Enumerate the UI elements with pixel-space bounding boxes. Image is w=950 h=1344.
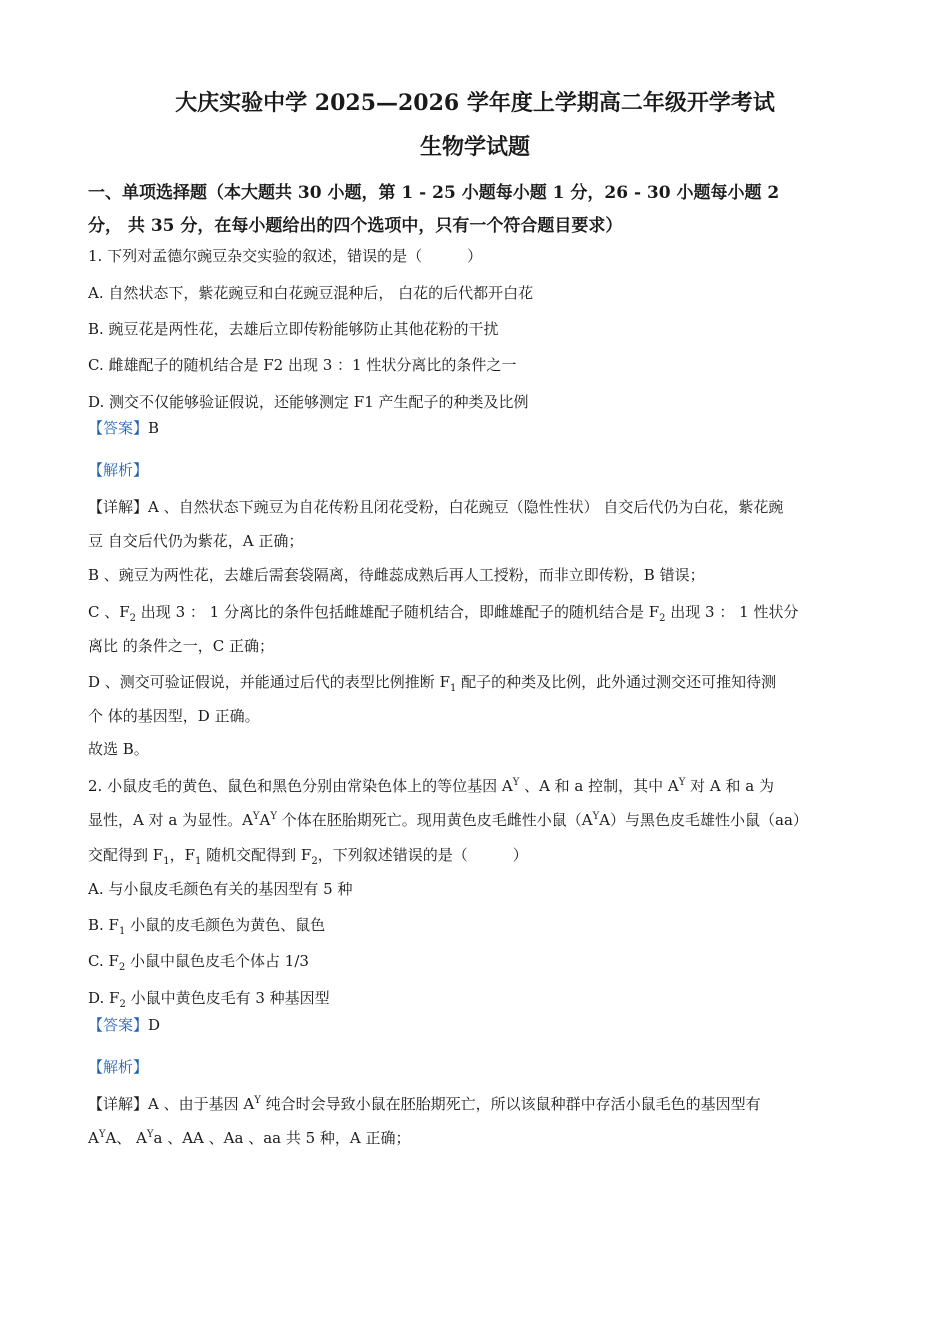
exam-subtitle: 生物学试题 xyxy=(419,134,530,160)
q1-detail-a-line-1: 【详解】A 、自然状态下豌豆为自花传粉且闭花受粉，白花豌豆（隐性性状） 自交后代仍为白花，紫花豌 xyxy=(88,498,784,516)
q1-conclusion: 故选 B。 xyxy=(88,740,149,758)
q1-option-d: D. 测交不仅能够验证假说，还能够测定 F1 产生配子的种类及比例 xyxy=(88,393,529,411)
section-heading-line-2: 分， 共 35 分，在每小题给出的四个选项中，只有一个符合题目要求） xyxy=(88,216,623,236)
q1-option-c: C. 雌雄配子的随机结合是 F2 出现 3 ：1 性状分离比的条件之一 xyxy=(88,356,517,374)
answer-tag: 【答案】 xyxy=(88,419,149,437)
q1-option-b: B. 豌豆花是两性花，去雄后立即传粉能够防止其他花粉的干扰 xyxy=(88,320,499,338)
q2-analysis-tag xyxy=(88,1056,148,1077)
q2-option-b: B. $F_1$ 小鼠的皮毛颜色为黄色、鼠色 xyxy=(88,916,326,937)
q1-detail-c-line-2: 离比 的条件之一，C 正确； xyxy=(88,637,275,655)
detail-tag: 【详解】 xyxy=(88,1095,149,1113)
q1-answer xyxy=(88,417,159,438)
q2-option-a: A. 与小鼠皮毛颜色有关的基因型有 5 种 xyxy=(88,880,353,898)
analysis-tag: 【解析】 xyxy=(88,461,149,479)
q2-option-d: D. $F_2$ 小鼠中黄色皮毛有 3 种基因型 xyxy=(88,989,330,1010)
detail-tag: 【详解】 xyxy=(88,498,149,516)
q2-answer xyxy=(88,1014,160,1035)
q2-detail-line-2: $A^YA$、 $A^Ya$ 、AA 、Aa 、aa 共 5 种，A 正确； xyxy=(88,1129,411,1147)
q1-analysis-tag xyxy=(88,459,148,480)
q2-answer-value: D xyxy=(148,1016,161,1034)
q1-option-a: A. 自然状态下，紫花豌豆和白花豌豆混种后， 白花的后代都开白花 xyxy=(88,284,534,302)
q1-detail-a-line-2: 豆 自交后代仍为紫花，A 正确； xyxy=(88,532,304,550)
q2-detail-line-1: 【详解】A 、由于基因 $A^Y$ 纯合时会导致小鼠在胚胎期死亡，所以该鼠种群中存活小鼠毛色的基因型有 xyxy=(88,1095,761,1113)
q2-option-c: C. $F_2$ 小鼠中鼠色皮毛个体占 1/3 xyxy=(88,952,309,973)
exam-title: 大庆实验中学 2025—2026 学年度上学期高二年级开学考试 xyxy=(175,90,775,116)
q1-detail-c-line-1: C 、$F_2$ 出现 3 ： 1 分离比的条件包括雌雄配子随机结合，即雌雄配子的随机结合是 $F_2$ 出现 3 ： 1 性状分 xyxy=(88,603,799,624)
q2-stem-line-3: 交配得到 $F_1$，$F_1$ 随机交配得到 $F_2$，下列叙述错误的是（ ） xyxy=(88,846,528,867)
q2-stem-line-1: 2. 小鼠皮毛的黄色、鼠色和黑色分别由常染色体上的等位基因 $A^Y$ 、A 和 a 控制，其中 $A^Y$ 对 A 和 a 为 xyxy=(88,777,774,795)
analysis-tag: 【解析】 xyxy=(88,1058,149,1076)
q1-answer-value: B xyxy=(148,419,160,437)
q1-detail-d-line-1: D 、测交可验证假说，并能通过后代的表型比例推断 $F_1$ 配子的种类及比例，此外通过测交还可推知待测 xyxy=(88,673,777,694)
q2-stem-line-2: 显性，A 对 a 为显性。$A^YA^Y$ 个体在胚胎期死亡。现用黄色皮毛雌性小鼠$(A^YA)$与黑色皮毛雄性小鼠（aa） xyxy=(88,811,808,829)
q1-stem: 1. 下列对孟德尔豌豆杂交实验的叙述，错误的是（ ） xyxy=(88,247,483,265)
section-heading-line-1: 一、单项选择题（本大题共 30 小题，第 1 - 25 小题每小题 1 分，26 - 30 小题每小题 2 xyxy=(88,183,780,203)
answer-tag: 【答案】 xyxy=(88,1016,149,1034)
q1-detail-d-line-2: 个 体的基因型，D 正确。 xyxy=(88,707,260,725)
q1-detail-b: B 、豌豆为两性花，去雄后需套袋隔离，待雌蕊成熟后再人工授粉，而非立即传粉，B 错误； xyxy=(88,566,705,584)
